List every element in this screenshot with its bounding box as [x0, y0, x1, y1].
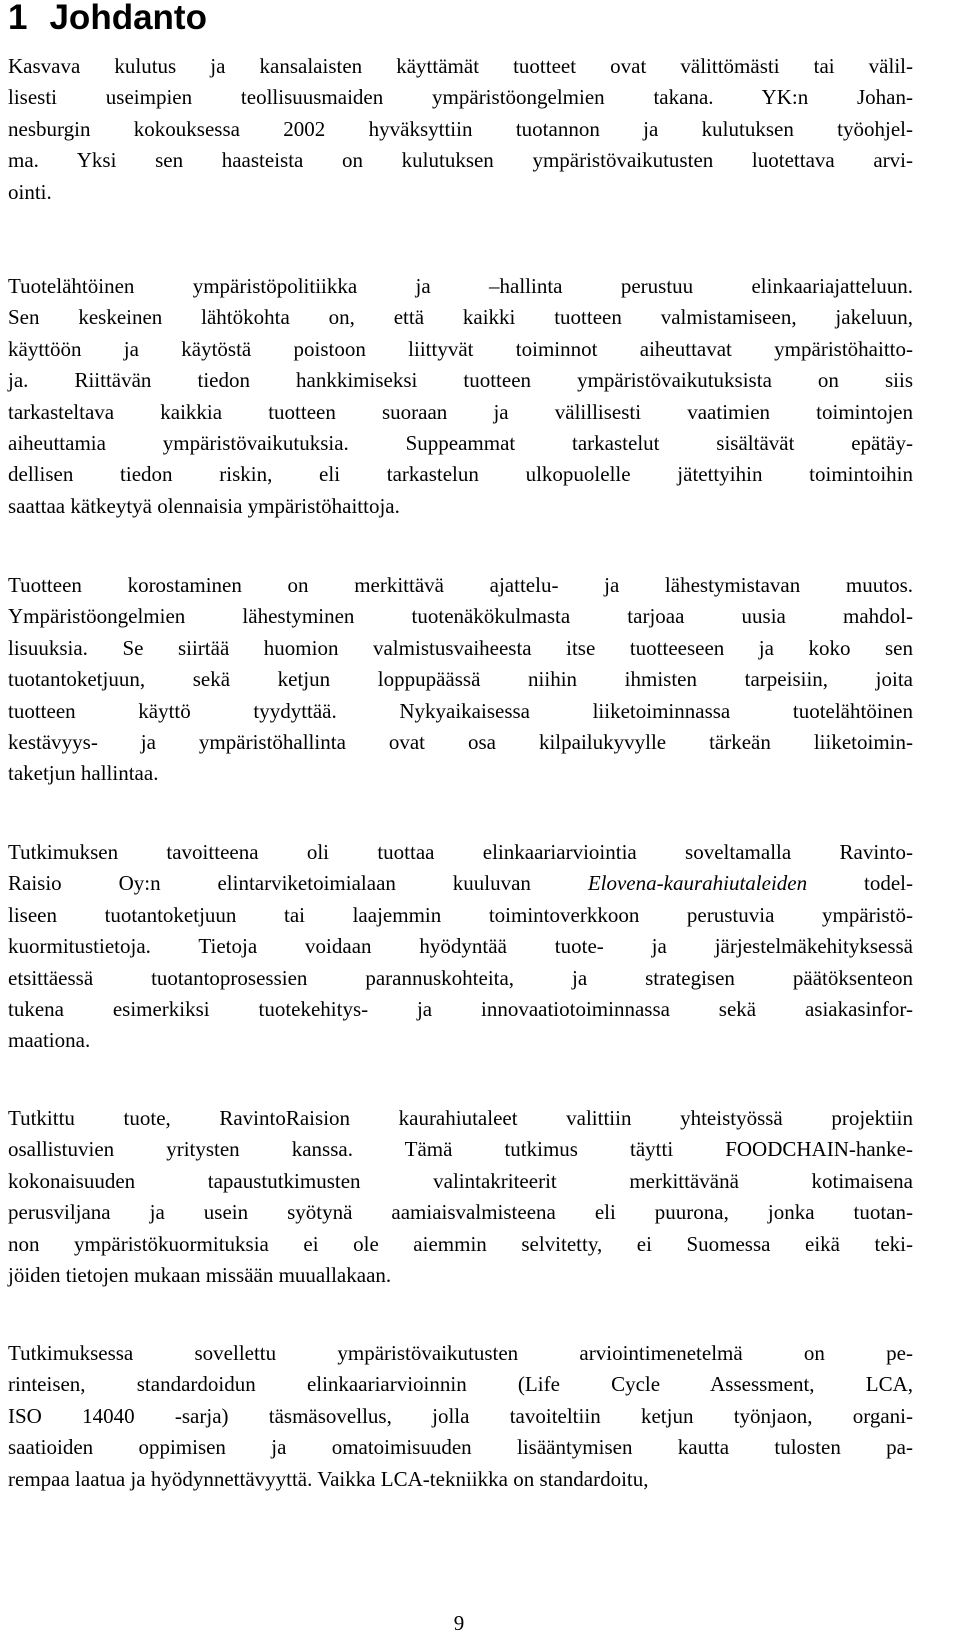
text-line: jöiden tietojen mukaan missään muuallakaan. — [8, 1263, 392, 1288]
text-line: aiheuttamia ympäristövaikutuksia. Suppeammat tarkastelut sisältävät epätäy- — [8, 431, 913, 456]
text-line: dellisen tiedon riskin, eli tarkastelun ulkopuolelle jätettyihin toimintoihin — [8, 462, 913, 487]
italic-product-name: Elovena-kaurahiutaleiden — [587, 871, 808, 896]
text-line: rinteisen, standardoidun elinkaariarvioinnin (Life Cycle Assessment, LCA, — [8, 1372, 913, 1397]
text-line: kuormitustietoja. Tietoja voidaan hyödyntää tuote- ja järjestelmäkehityksessä — [8, 934, 913, 959]
text-line: Tutkittu tuote, RavintoRaision kaurahiutaleet valittiin yhteistyössä projektiin — [8, 1106, 913, 1130]
text-line: taketjun hallintaa. — [8, 761, 159, 786]
text-line: Ympäristöongelmien lähestyminen tuotenäkökulmasta tarjoaa uusia mahdol- — [8, 604, 913, 629]
text-line: maationa. — [8, 1028, 91, 1053]
chapter-heading — [8, 0, 207, 38]
text-line: liseen tuotantoketjuun tai laajemmin toimintoverkkoon perustuvia ympäristö- — [8, 902, 913, 927]
text-line: lisesti useimpien teollisuusmaiden ympäristöongelmien takana. YK:n Johan- — [8, 85, 913, 110]
text-line: kokonaisuuden tapaustutkimusten valintakriteerit merkittävänä kotimaisena — [8, 1168, 913, 1193]
paragraph-5 — [8, 1103, 913, 1291]
text-line: lisuuksia. Se siirtää huomion valmistusvaiheesta itse tuotteeseen ja koko sen — [8, 635, 913, 660]
paragraph-2 — [8, 271, 913, 522]
text-line: osallistuvien yritysten kanssa. Tämä tutkimus täytti FOODCHAIN-hanke- — [8, 1137, 913, 1162]
text-line: Sen keskeinen lähtökohta on, että kaikki tuotteen valmistamiseen, jakeluun, — [8, 305, 913, 330]
chapter-title: Johdanto — [49, 0, 207, 37]
page-number: 9 — [453, 1611, 465, 1635]
text-line: tukena esimerkiksi tuotekehitys- ja innovaatiotoiminnassa sekä asiakasinfor- — [8, 997, 913, 1022]
text-line: rempaa laatua ja hyödynnettävyyttä. Vaikka LCA-tekniikka on standardoitu, — [8, 1466, 649, 1491]
text-line: ointi. — [8, 179, 52, 204]
text-line: etsittäessä tuotantoprosessien parannuskohteita, ja strategisen päätöksenteon — [8, 965, 913, 990]
text-line: kestävyys- ja ympäristöhallinta ovat osa kilpailukyvylle tärkeän liiketoimin- — [8, 730, 913, 755]
text-line: ja. Riittävän tiedon hankkimiseksi tuotteen ympäristövaikutuksista on siis — [8, 368, 913, 393]
text-line: Tuotelähtöinen ympäristöpolitiikka ja –hallinta perustuu elinkaariajatteluun. — [8, 274, 913, 298]
text-line: Tuotteen korostaminen on merkittävä ajattelu- ja lähestymistavan muutos. — [8, 573, 913, 597]
text-line: Tutkimuksen tavoitteena oli tuottaa elinkaariarviointia soveltamalla Ravinto- — [8, 840, 913, 864]
text-line: ISO 14040 -sarja) täsmäsovellus, jolla tavoiteltiin ketjun työnjaon, organi- — [8, 1403, 913, 1428]
paragraph-4 — [8, 837, 913, 1057]
text-line: Tutkimuksessa sovellettu ympäristövaikutusten arviointimenetelmä on pe- — [8, 1341, 913, 1365]
text-line: Kasvava kulutus ja kansalaisten käyttämät tuotteet ovat välittömästi tai välil- — [8, 54, 913, 78]
chapter-number: 1 — [8, 0, 28, 37]
text-line: tuotteen käyttö tyydyttää. Nykyaikaisessa liiketoiminnassa tuotelähtöinen — [8, 698, 913, 723]
paragraph-6 — [8, 1338, 913, 1495]
text-line: Raisio Oy:n elintarviketoimialaan kuuluvan Elovena-kaurahiutaleiden todel- — [8, 871, 913, 896]
text-line: tuotantoketjuun, sekä ketjun loppupäässä niihin ihmisten tarpeisiin, joita — [8, 667, 913, 692]
text-line: tarkasteltava kaikkia tuotteen suoraan ja välillisesti vaatimien toimintojen — [8, 399, 913, 424]
text-line: perusviljana ja usein syötynä aamiaisvalmisteena eli puurona, jonka tuotan- — [8, 1200, 913, 1225]
text-line: saatioiden oppimisen ja omatoimisuuden lisääntymisen kautta tulosten pa- — [8, 1435, 913, 1460]
paragraph-3 — [8, 570, 913, 790]
text-line: nesburgin kokouksessa 2002 hyväksyttiin tuotannon ja kulutuksen työohjel- — [8, 116, 913, 141]
paragraph-1 — [8, 51, 913, 208]
text-line: ma. Yksi sen haasteista on kulutuksen ympäristövaikutusten luotettava arvi- — [8, 148, 913, 173]
text-line: saattaa kätkeytyä olennaisia ympäristöhaittoja. — [8, 493, 400, 518]
text-line: käyttöön ja käytöstä poistoon liittyvät toiminnot aiheuttavat ympäristöhaitto- — [8, 336, 913, 361]
text-line: non ympäristökuormituksia ei ole aiemmin selvitetty, ei Suomessa eikä teki- — [8, 1231, 913, 1256]
